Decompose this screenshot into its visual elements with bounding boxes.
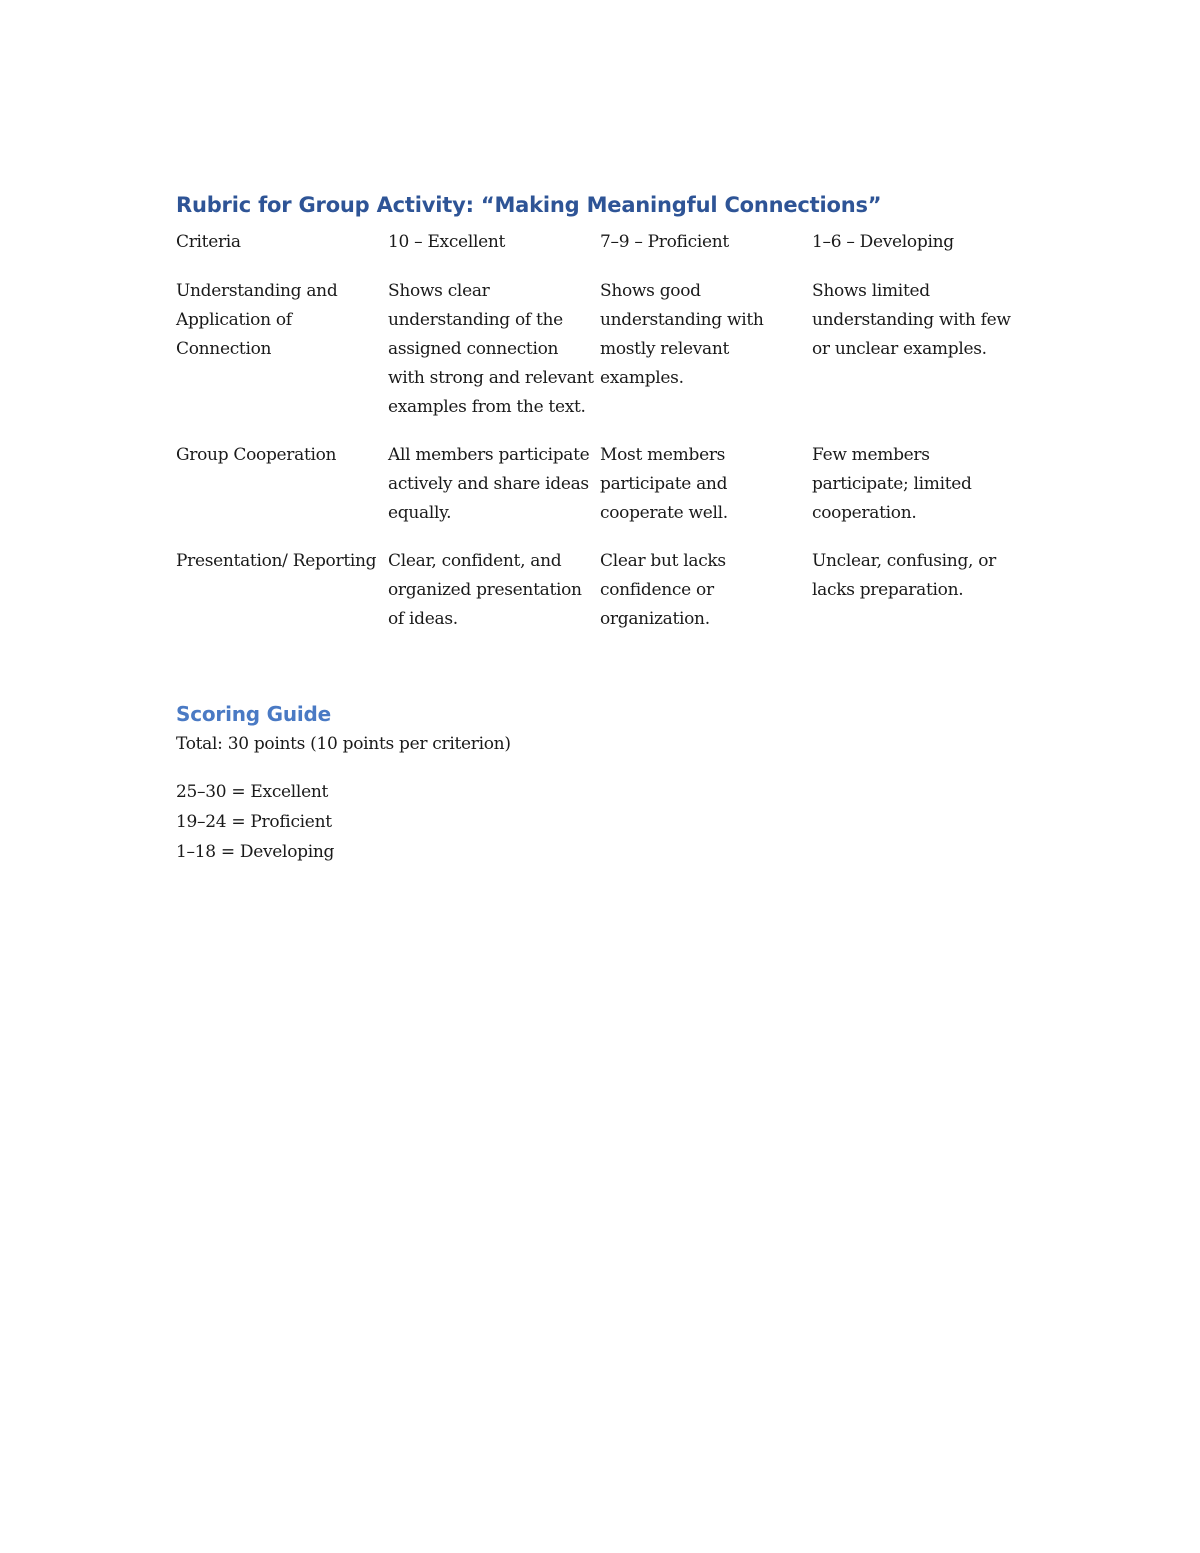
proficient-cell: Clear but lacks confidence or organization. <box>600 551 726 629</box>
table-row <box>176 547 1026 653</box>
column-header-developing: 1–6 – Developing <box>812 232 954 252</box>
excellent-cell: Shows clear understanding of the assigned connection with strong and relevant examples from the text. <box>388 281 594 417</box>
scoring-band-proficient: 19–24 = Proficient <box>176 812 332 832</box>
column-header-excellent: 10 – Excellent <box>388 232 506 252</box>
document-page <box>176 188 1026 867</box>
criterion-cell: Presentation/ Reporting <box>176 551 377 571</box>
column-header-criteria: Criteria <box>176 232 241 252</box>
document-title: Rubric for Group Activity: “Making Meaningful Connections” <box>176 193 882 217</box>
developing-cell: Shows limited understanding with few or unclear examples. <box>812 281 1011 359</box>
scoring-total: Total: 30 points (10 points per criterion) <box>176 734 511 754</box>
scoring-guide-section <box>176 699 1026 867</box>
scoring-band-developing: 1–18 = Developing <box>176 842 335 862</box>
column-header-proficient: 7–9 – Proficient <box>600 232 729 252</box>
excellent-cell: All members participate actively and share ideas equally. <box>388 445 590 523</box>
table-row <box>176 441 1026 547</box>
scoring-guide-heading: Scoring Guide <box>176 702 332 726</box>
table-row <box>176 277 1026 441</box>
proficient-cell: Shows good understanding with mostly relevant examples. <box>600 281 764 388</box>
rubric-table <box>176 228 1026 653</box>
proficient-cell: Most members participate and cooperate well. <box>600 445 728 523</box>
developing-cell: Unclear, confusing, or lacks preparation. <box>812 551 997 600</box>
table-header-row <box>176 228 1026 277</box>
criterion-cell: Group Cooperation <box>176 445 337 465</box>
developing-cell: Few members participate; limited cooperation. <box>812 445 972 523</box>
scoring-band-excellent: 25–30 = Excellent <box>176 782 329 802</box>
criterion-cell: Understanding and Application of Connection <box>176 281 338 359</box>
excellent-cell: Clear, confident, and organized presentation of ideas. <box>388 551 582 629</box>
